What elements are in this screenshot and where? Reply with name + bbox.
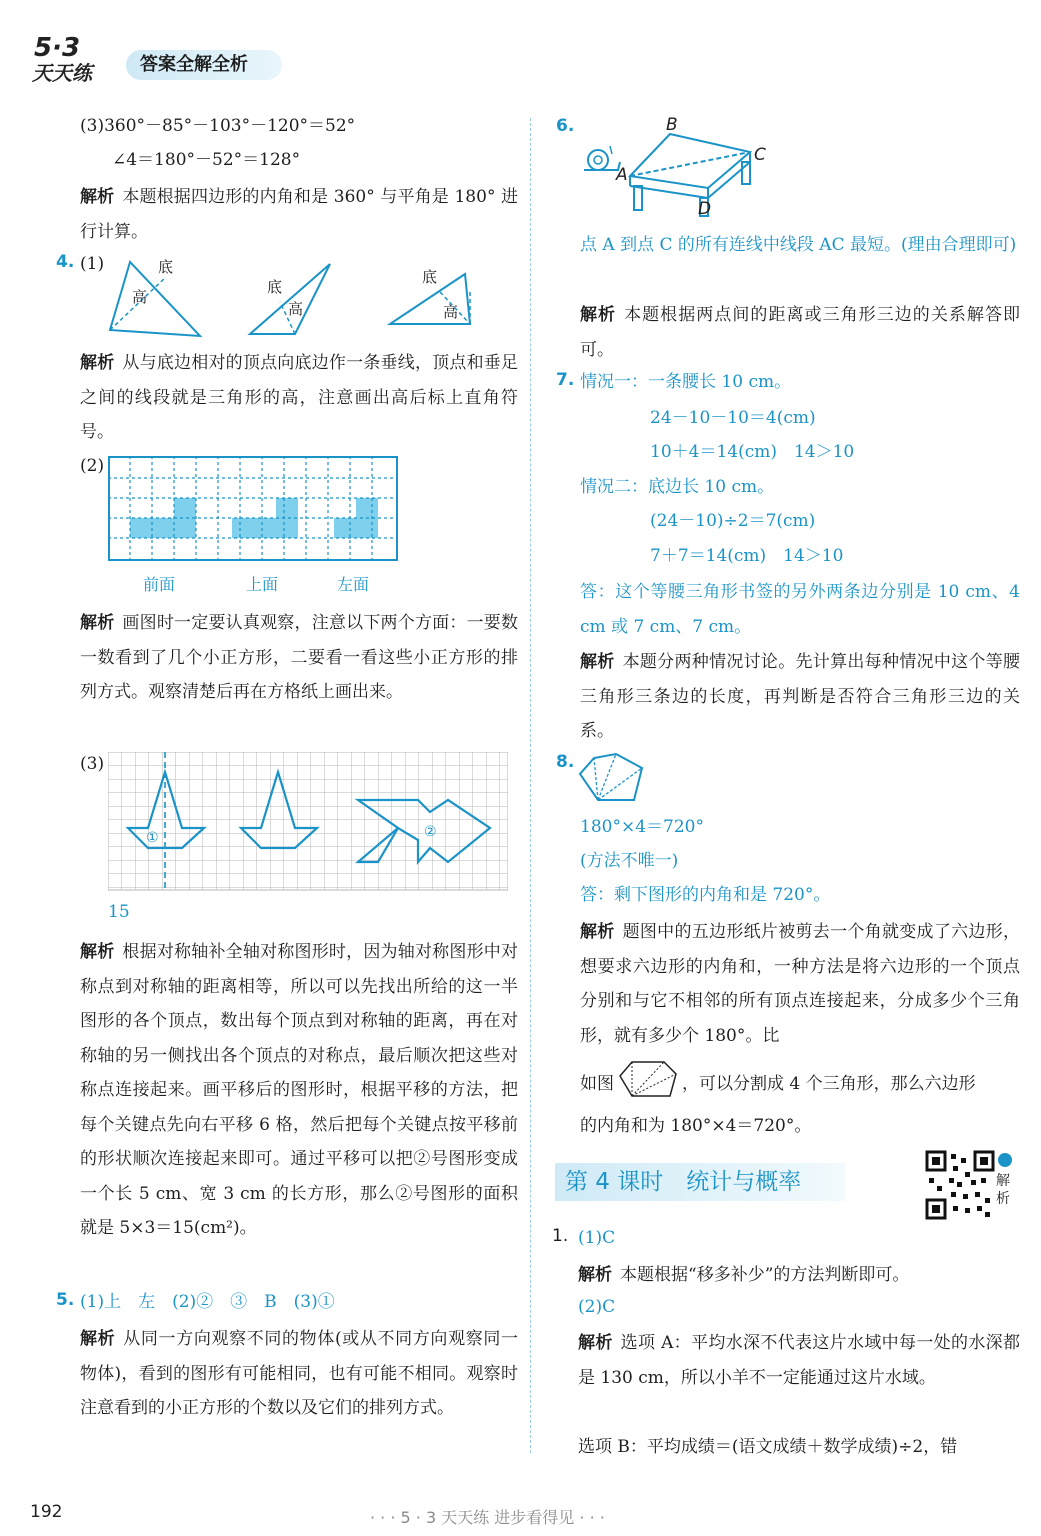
page-number: 192: [30, 1502, 63, 1522]
section-title: 第 4 课时 统计与概率: [565, 1169, 802, 1195]
q4-number: 4.: [56, 252, 75, 272]
section-q1-number: 1.: [552, 1226, 569, 1246]
analysis-label: 解析: [578, 1265, 612, 1285]
symmetry-translation-grid: [108, 752, 508, 892]
qr-code-icon[interactable]: [925, 1150, 995, 1220]
analysis-label: 解析: [80, 353, 115, 373]
q8-line2: (方法不唯一): [580, 851, 679, 871]
q7-case2-line2: 7＋7＝14(cm) 14＞10: [650, 546, 844, 566]
q7-case2: 情况二：底边长 10 cm。: [580, 477, 775, 497]
view-label-left: 左面: [337, 575, 370, 594]
q6-analysis: [580, 298, 1020, 367]
analysis-text: 从与底边相对的顶点向底边作一条垂线，顶点和垂足之间的线段就是三角形的高，注意画出高后标上直角符号。: [80, 353, 519, 442]
q6-answer: 点 A 到点 C 的所有连线中线段 AC 最短。(理由合理即可): [580, 235, 1017, 255]
analysis-text: 根据对称轴补全轴对称图形时，因为轴对称图形中对称点到对称轴的距离相等，所以可以先找出所给的这一半图形的各个顶点，数出每个顶点到对称轴的距离，再在对称轴的另一侧找出各个顶点的对称点，最后顺次把这些对称点连接起来。画平移后的图形时，根据平移的方法，把每个关键点先向右平移 6 格，然后把每个关键点按平移前的形状顺次连接起来即可。通过平移可以把②号图形变成一个长 5 cm、宽 3 cm 的长方形，那么②号图形的面积就是 5×3＝15(cm²)。: [80, 942, 519, 1238]
q7-case1-line1: 24－10－10＝4(cm): [650, 408, 816, 428]
q5-number: 5.: [56, 1290, 75, 1310]
tri-base-label: 底: [267, 278, 283, 296]
tri-height-label: 高: [132, 288, 148, 306]
analysis-text: 本题根据两点间的距离或三角形三边的关系解答即可。: [580, 305, 1021, 360]
point-D-label: D: [698, 199, 712, 219]
hexagon-inline-figure: [618, 1058, 680, 1100]
point-C-label: C: [754, 145, 766, 165]
q8-analysis-inline-start: 如图: [580, 1074, 614, 1094]
point-B-label: B: [666, 116, 678, 135]
analysis-text: 从同一方向观察不同的物体(或从不同方向观察同一物体)，看到的图形有可能相同，也有可能不相同。观察时注意看到的小正方形的个数以及它们的排列方式。: [80, 1329, 518, 1418]
footer-slogan: · · · 5 · 3 天天练 进步看得见 · · ·: [370, 1508, 605, 1527]
q5-answer: (1)上 左 (2)② ③ B (3)①: [80, 1292, 335, 1312]
q4-3-label: (3): [80, 754, 105, 774]
qr-label: 解析: [996, 1173, 1010, 1207]
analysis-label: 解析: [580, 652, 615, 672]
svg-text:天天练: 天天练: [32, 61, 92, 85]
q3-3-line2: ∠4＝180°－52°＝128°: [112, 150, 301, 170]
circle-1-label: ①: [146, 830, 159, 846]
q8-number: 8.: [556, 752, 575, 772]
analysis-label: 解析: [578, 1333, 613, 1353]
tri-height-label: 高: [443, 303, 459, 321]
q8-analysis-end: 的内角和为 180°×4＝720°。: [580, 1116, 812, 1136]
q4-3-answer: 15: [108, 902, 130, 922]
analysis-label: 解析: [80, 1329, 116, 1349]
q4-1-label: (1): [80, 254, 105, 274]
brand-logo-icon: [30, 30, 116, 86]
q8-answer: 答：剩下图形的内角和是 720°。: [580, 885, 831, 905]
q4-2-label: (2): [80, 456, 105, 476]
analysis-label: 解析: [80, 613, 115, 633]
tri-base-label: 底: [158, 258, 174, 276]
q7-number: 7.: [556, 370, 575, 390]
section-q1-1: (1)C: [578, 1228, 616, 1248]
analysis-label: 解析: [580, 305, 617, 325]
q8-analysis-inline-end: ，可以分割成 4 个三角形，那么六边形: [682, 1074, 976, 1094]
view-label-top: 上面: [246, 575, 279, 594]
play-icon[interactable]: [998, 1153, 1012, 1167]
q7-case1-line2: 10＋4＝14(cm) 14＞10: [650, 442, 855, 462]
analysis-text: 画图时一定要认真观察，注意以下两个方面：一要数一数看到了几个小正方形，二要看一看这些小正方形的排列方式。观察清楚后再在方格纸上画出来。: [80, 613, 519, 702]
tri-height-label: 高: [288, 300, 304, 318]
q6-number: 6.: [556, 116, 575, 136]
snail-icon: [584, 146, 620, 170]
section-q1-2: (2)C: [578, 1297, 616, 1317]
q7-analysis: [580, 645, 1020, 749]
q7-answer: 答：这个等腰三角形书签的另外两条边分别是 10 cm、4 cm 或 7 cm、7 cm。: [580, 582, 1020, 637]
table-figure: [578, 116, 778, 220]
analysis-text: 选项 A：平均水深不代表这片水域中每一处的水深都是 130 cm，所以小羊不一定能通过这片水域。: [578, 1333, 1020, 1388]
section-q1-1-analysis: [578, 1258, 1020, 1293]
circle-2-label: ②: [424, 824, 437, 840]
header-title: 答案全解全析: [140, 54, 248, 75]
svg-text:5·3: 5·3: [34, 33, 81, 63]
column-divider: [530, 118, 531, 1453]
pentagon-figure: [576, 752, 666, 804]
section-q1-2-optionB: 选项 B：平均成绩＝(语文成绩＋数学成绩)÷2，错: [578, 1437, 958, 1457]
analysis-text: 题图中的五边形纸片被剪去一个角就变成了六边形，想要求六边形的内角和，一种方法是将六边形的一个顶点分别和与它不相邻的所有顶点连接起来，分成多少个三角形，就有多少个 180°。比: [580, 922, 1021, 1046]
triangle-heights-figure: [100, 252, 490, 342]
q3-3-analysis: [80, 180, 518, 249]
analysis-label: 解析: [80, 942, 115, 962]
q8-analysis: [580, 915, 1020, 1053]
q4-1-analysis: [80, 346, 518, 450]
section-q1-2-analysis: [578, 1326, 1020, 1395]
q3-3-line1: (3)360°－85°－103°－120°＝52°: [80, 116, 356, 136]
three-view-grid: [108, 456, 400, 564]
analysis-label: 解析: [580, 922, 615, 942]
analysis-text: 本题根据“移多补少”的方法判断即可。: [620, 1265, 910, 1285]
analysis-text: 本题根据四边形的内角和是 360° 与平角是 180° 进行计算。: [80, 187, 519, 242]
view-label-front: 前面: [143, 575, 176, 594]
q4-2-analysis: [80, 606, 518, 710]
analysis-text: 本题分两种情况讨论。先计算出每种情况中这个等腰三角形三条边的长度，再判断是否符合三角形三边的关系。: [580, 652, 1021, 741]
analysis-label: 解析: [80, 187, 115, 207]
tri-base-label: 底: [422, 268, 438, 286]
q7-case2-line1: (24－10)÷2＝7(cm): [650, 511, 816, 531]
q4-3-analysis: [80, 935, 518, 1246]
q5-analysis: [80, 1322, 518, 1426]
q7-case1: 情况一：一条腰长 10 cm。: [580, 372, 792, 392]
point-A-label: A: [616, 165, 628, 185]
q8-line1: 180°×4＝720°: [580, 817, 704, 837]
